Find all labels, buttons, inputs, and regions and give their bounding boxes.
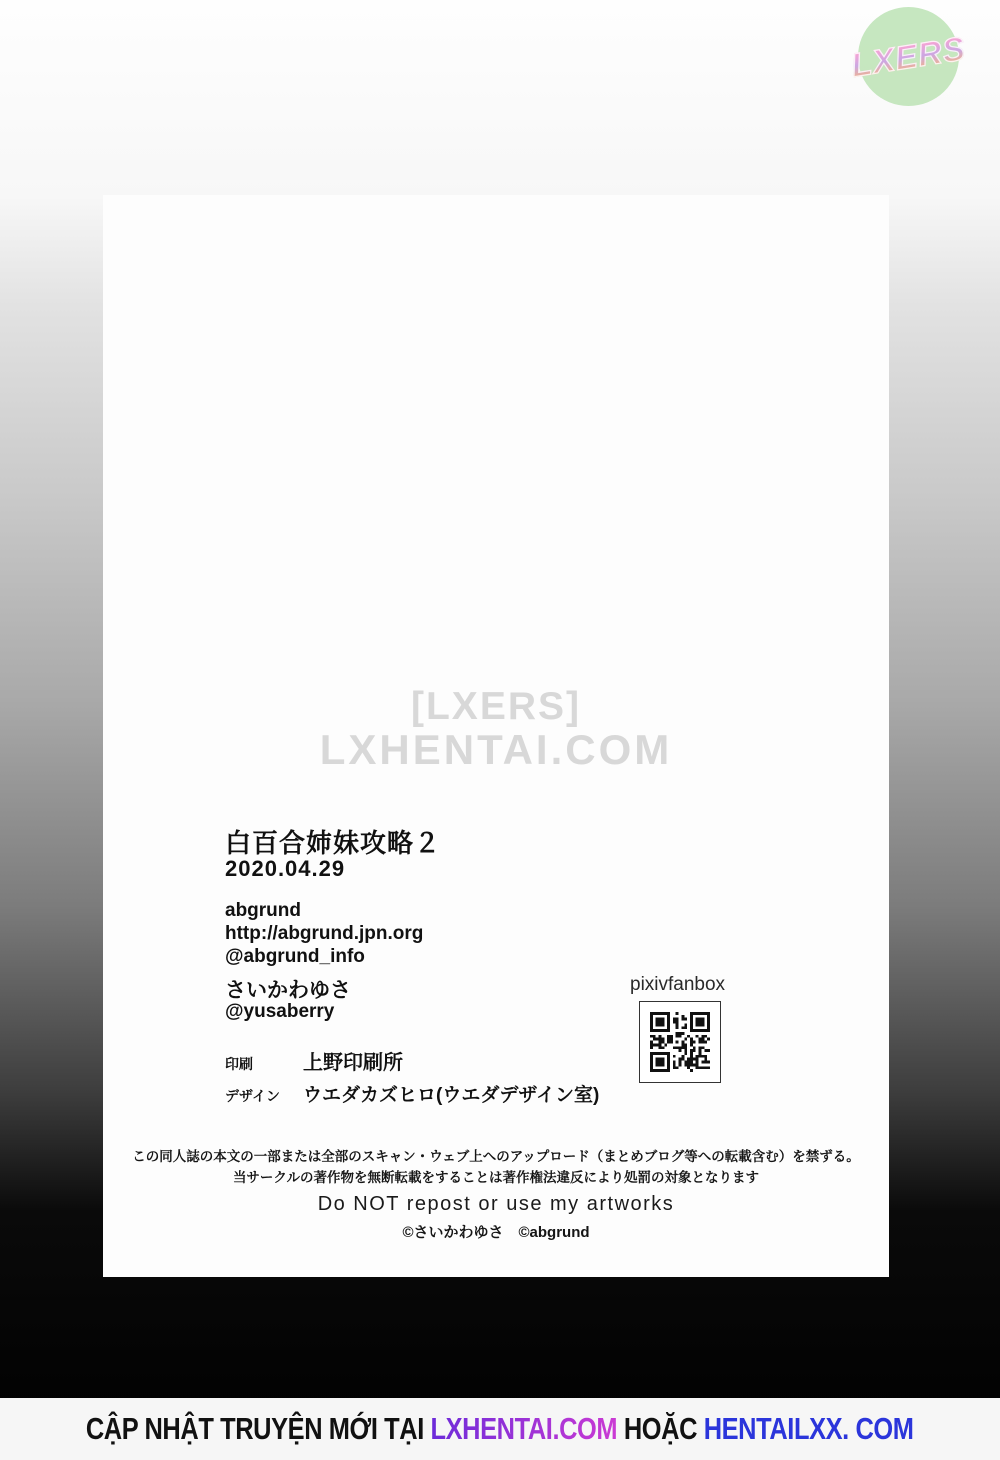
footer-text-prefix: CẬP NHẬT TRUYỆN MỚI TẠI (86, 1411, 431, 1446)
design-label: デザイン (225, 1088, 281, 1104)
footer-announcement-text (86, 1411, 914, 1447)
artist-name: さいかわゆさ (225, 979, 351, 1002)
footer-announcement-bar (0, 1398, 1000, 1460)
watermark-line1: [LXERS] (411, 685, 581, 728)
disclaimer-line1: この同人誌の本文の一部または全部のスキャン・ウェブ上へのアップロード（まとめブログ等への転載含む）を禁ずる。 (132, 1149, 860, 1164)
lxers-logo-text: LXERS (848, 28, 969, 84)
watermark (103, 687, 889, 771)
circle-url: http://abgrund.jpn.org (225, 923, 424, 944)
repost-warning: Do NOT repost or use my artworks (317, 1193, 675, 1215)
printing-credit-row (225, 1046, 403, 1075)
design-credit-row (225, 1080, 599, 1107)
doujin-credits-page (103, 195, 889, 1277)
lxers-site-logo (848, 7, 969, 106)
release-date: 2020.04.29 (225, 856, 346, 881)
footer-text-middle: HOẶC (617, 1411, 704, 1446)
artist-twitter-handle: @yusaberry (225, 1001, 335, 1022)
reproduction-disclaimer (103, 1146, 889, 1188)
copyright-line: ©さいかわゆさ ©abgrund (402, 1224, 590, 1241)
pixivfanbox-qr-code (639, 1001, 721, 1083)
doujin-title: 白百合姉妹攻略２ (225, 828, 442, 858)
footer-site-lxhentai: LXHENTAI.COM (430, 1411, 618, 1446)
design-credit: ウエダカズヒロ(ウエダデザイン室) (303, 1085, 600, 1106)
pixivfanbox-label: pixivfanbox (630, 974, 726, 995)
circle-twitter-handle: @abgrund_info (225, 946, 365, 967)
circle-info (225, 899, 423, 968)
qr-code-pattern (650, 1012, 710, 1072)
circle-name: abgrund (225, 900, 301, 921)
watermark-line2: LXHENTAI.COM (319, 726, 673, 773)
disclaimer-line2: 当サークルの著作物を無断転載をすることは著作権法違反により処罰の対象となります (232, 1170, 760, 1185)
printing-company: 上野印刷所 (303, 1052, 403, 1074)
footer-site-hentailxx: HENTAILXX. COM (703, 1411, 914, 1446)
printing-label: 印刷 (225, 1056, 253, 1072)
